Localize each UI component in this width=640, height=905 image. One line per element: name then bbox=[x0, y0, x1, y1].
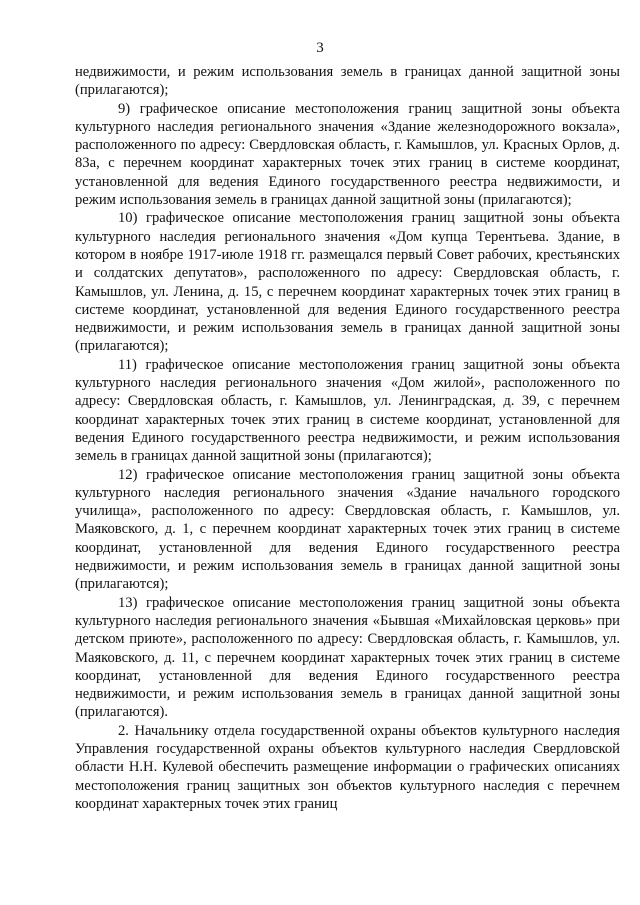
document-body bbox=[75, 63, 620, 813]
page-number: 3 bbox=[316, 40, 324, 56]
paragraph-item-9: 9) графическое описание местоположения границ защитной зоны объекта культурного наследия регионального значения «Здание железнодорожного вокзала», расположенного по адресу: Свердловская область, г. Камышлов, ул. Красных Орлов, д. 83а, с перечнем координат характерных точек этих границ в системе координат, установленной для ведения Единого государственного реестра недвижимости, и режим использования земель в границах данной защитной зоны (прилагаются); bbox=[75, 100, 620, 209]
paragraph-section-2: 2. Начальнику отдела государственной охраны объектов культурного наследия Управления государственной охраны объектов культурного наследия Свердловской области Н.Н. Кулевой обеспечить размещение информации о графических описаниях местоположения границ защитных зон объектов культурного наследия с перечнем координат характерных точек этих границ bbox=[75, 722, 620, 812]
paragraph-item-11: 11) графическое описание местоположения границ защитной зоны объекта культурного наследия регионального значения «Дом жилой», расположенного по адресу: Свердловская область, г. Камышлов, ул. Ленинградская, д. 39, с перечнем координат характерных точек этих границ в системе координат, установленной для ведения Единого государственного реестра недвижимости, и режим использования земель в границах данной защитной зоны (прилагаются); bbox=[75, 356, 620, 465]
paragraph-item-10: 10) графическое описание местоположения границ защитной зоны объекта культурного наследия регионального значения «Дом купца Терентьева. Здание, в котором в ноябре 1917-июле 1918 гг. размещался первый Совет рабочих, крестьянских и солдатских депутатов», расположенного по адресу: Свердловская область, г. Камышлов, ул. Ленина, д. 15, с перечнем координат характерных точек этих границ в системе координат, установленной для ведения Единого государственного реестра недвижимости, и режим использования земель в границах данной защитной зоны (прилагаются); bbox=[75, 210, 620, 355]
paragraph-continuation: недвижимости, и режим использования земель в границах данной защитной зоны (прилагаются); bbox=[75, 64, 620, 99]
paragraph-item-13: 13) графическое описание местоположения границ защитной зоны объекта культурного наследия регионального значения «Бывшая «Михайловская церковь» при детском приюте», расположенного по адресу: Свердловская область, г. Камышлов, ул. Маяковского, д. 11, с перечнем координат характерных точек этих границ в системе координат, установленной для ведения Единого государственного реестра недвижимости, и режим использования земель в границах данной защитной зоны (прилагаются). bbox=[75, 594, 620, 721]
paragraph-item-12: 12) графическое описание местоположения границ защитной зоны объекта культурного наследия регионального значения «Здание начального городского училища», расположенного по адресу: Свердловская область, г. Камышлов, ул. Маяковского, д. 1, с перечнем координат характерных точек этих границ в системе координат, установленной для ведения Единого государственного реестра недвижимости, и режим использования земель в границах данной защитной зоны (прилагаются); bbox=[75, 466, 620, 593]
